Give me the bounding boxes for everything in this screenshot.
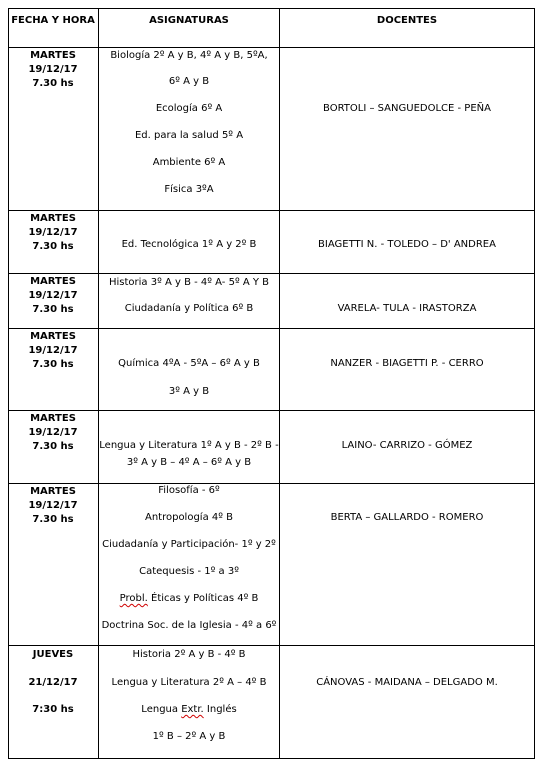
row6-subject-3: Ciudadanía y Participación- 1º y 2º — [102, 539, 276, 550]
row2-date: 19/12/17 — [28, 227, 78, 238]
row4-day: MARTES — [30, 331, 76, 342]
row6-subject-6: Doctrina Soc. de la Iglesia - 4º a 6º — [101, 620, 277, 631]
row5-time: 7.30 hs — [32, 441, 74, 452]
table-border-right — [534, 8, 535, 759]
row5-day: MARTES — [30, 413, 76, 424]
header-asignaturas: ASIGNATURAS — [149, 15, 229, 26]
row7-subject-1: Historia 2º A y B - 4º B — [132, 649, 246, 660]
row7-subject-3 — [141, 704, 236, 716]
row1-subject-5: Ambiente 6º A — [152, 157, 226, 168]
table-border-left — [8, 8, 9, 759]
row1-subject-2: 6º A y B — [168, 76, 210, 87]
row5-date: 19/12/17 — [28, 427, 78, 438]
row6-subject-5-rest: Éticas y Políticas 4º B — [151, 593, 259, 604]
row1-subject-6: Física 3ºA — [164, 184, 214, 195]
row4-subject-2: 3º A y B — [168, 386, 210, 397]
row5-teachers: LAINO- CARRIZO - GÓMEZ — [341, 440, 473, 451]
row1-time: 7.30 hs — [32, 78, 74, 89]
row7-date: 21/12/17 — [28, 677, 78, 688]
row2-teachers: BIAGETTI N. - TOLEDO – D' ANDREA — [318, 239, 496, 250]
row3-day: MARTES — [30, 276, 76, 287]
row4-teachers: NANZER - BIAGETTI P. - CERRO — [330, 358, 484, 369]
row-divider-3 — [8, 328, 535, 329]
row3-date: 19/12/17 — [28, 290, 78, 301]
table-border-top — [8, 8, 535, 9]
row6-date: 19/12/17 — [28, 500, 78, 511]
row5-subject-1: Lengua y Literatura 1º A y B - 2º B - — [99, 440, 279, 451]
header-docentes: DOCENTES — [376, 15, 438, 26]
row2-time: 7.30 hs — [32, 241, 74, 252]
row7-subject-4: 1º B – 2º A y B — [152, 731, 226, 742]
row1-subject-3: Ecología 6º A — [155, 103, 223, 114]
row3-subject-2: Ciudadanía y Política 6º B — [124, 303, 254, 314]
row6-subject-2: Antropología 4º B — [144, 512, 234, 523]
row6-day: MARTES — [30, 486, 76, 497]
row2-subject-1: Ed. Tecnológica 1º A y 2º B — [121, 239, 257, 250]
row6-teachers: BERTA – GALLARDO - ROMERO — [330, 512, 484, 523]
row3-teachers: VARELA- TULA - IRASTORZA — [337, 303, 477, 314]
row4-date: 19/12/17 — [28, 345, 78, 356]
column-divider-2 — [279, 8, 280, 759]
row6-subject-4: Catequesis - 1º a 3º — [139, 566, 239, 577]
row7-day: JUEVES — [32, 649, 74, 660]
header-divider — [8, 47, 535, 48]
row2-day: MARTES — [30, 213, 76, 224]
row-divider-2 — [8, 273, 535, 274]
row7-subject-2: Lengua y Literatura 2º A – 4º B — [111, 677, 267, 688]
header-fecha-hora: FECHA Y HORA — [11, 15, 95, 26]
column-divider-1 — [98, 8, 99, 759]
row-divider-4 — [8, 410, 535, 411]
row4-subject-1: Química 4ºA - 5ºA – 6º A y B — [118, 358, 260, 369]
table-border-bottom — [8, 758, 535, 759]
row3-subject-1: Historia 3º A y B - 4º A- 5º A Y B — [108, 277, 270, 288]
row1-day: MARTES — [30, 50, 76, 61]
row1-teachers: BORTOLI – SANGUEDOLCE - PEÑA — [323, 103, 491, 114]
row-divider-1 — [8, 210, 535, 211]
row4-time: 7.30 hs — [32, 359, 74, 370]
row6-time: 7.30 hs — [32, 514, 74, 525]
row-divider-6 — [8, 645, 535, 646]
row3-time: 7.30 hs — [32, 304, 74, 315]
row5-subject-2: 3º A y B – 4º A – 6º A y B — [126, 457, 252, 468]
row7-time: 7:30 hs — [32, 704, 74, 715]
row7-subject-3-rest: Inglés — [206, 704, 237, 715]
row6-subject-5-prefix: Probl. — [119, 593, 148, 604]
row7-subject-3-lengua: Lengua — [141, 704, 179, 715]
row1-date: 19/12/17 — [28, 64, 78, 75]
row7-teachers: CÁNOVAS - MAIDANA – DELGADO M. — [316, 677, 498, 688]
row1-subject-4: Ed. para la salud 5º A — [134, 130, 244, 141]
row1-subject-1: Biología 2º A y B, 4º A y B, 5ºA, — [110, 50, 268, 61]
row7-subject-3-extr: Extr. — [181, 704, 204, 715]
row6-subject-5 — [120, 593, 259, 605]
row6-subject-1: Filosofía - 6º — [158, 485, 220, 496]
row-divider-5 — [8, 483, 535, 484]
